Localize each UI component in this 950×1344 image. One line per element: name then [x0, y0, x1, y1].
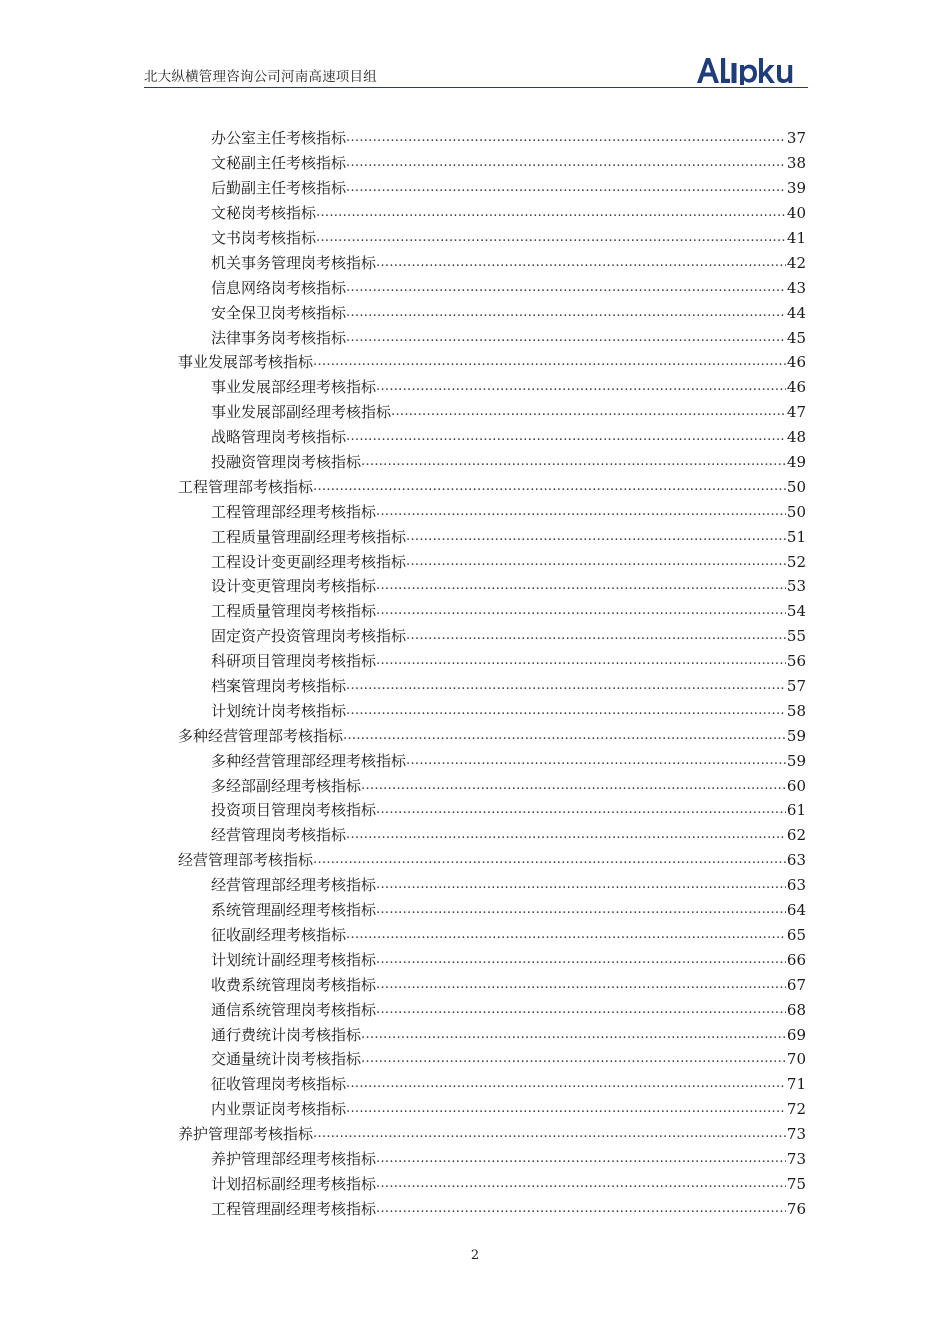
toc-dot-leader — [361, 1049, 786, 1069]
toc-dot-leader — [406, 751, 786, 771]
toc-entry-label: 法律事务岗考核指标 — [211, 328, 347, 347]
toc-dot-leader — [346, 676, 786, 696]
toc-entry-label: 经营管理部经理考核指标 — [211, 876, 377, 895]
toc-entry[interactable] — [178, 972, 806, 997]
toc-entry-page-number: 37 — [786, 129, 806, 148]
toc-entry[interactable] — [178, 873, 806, 898]
toc-entry[interactable] — [178, 773, 806, 798]
toc-entry-label: 机关事务管理岗考核指标 — [211, 253, 377, 272]
toc-entry-label: 通信系统管理岗考核指标 — [211, 1000, 377, 1019]
toc-entry-label: 投融资管理岗考核指标 — [211, 453, 362, 472]
toc-entry-label: 经营管理岗考核指标 — [211, 826, 347, 845]
toc-entry[interactable] — [178, 151, 806, 176]
toc-entry[interactable] — [178, 624, 806, 649]
toc-entry-label: 工程设计变更副经理考核指标 — [211, 552, 407, 571]
toc-dot-leader — [391, 402, 786, 422]
toc-entry-page-number: 52 — [786, 552, 806, 571]
toc-entry-label: 养护管理部经理考核指标 — [211, 1149, 377, 1168]
table-of-contents — [178, 126, 806, 1221]
toc-entry-page-number: 46 — [786, 353, 806, 372]
toc-entry[interactable] — [178, 300, 806, 325]
toc-entry-page-number: 45 — [786, 328, 806, 347]
toc-entry-page-number: 55 — [786, 627, 806, 646]
toc-entry-label: 信息网络岗考核指标 — [211, 278, 347, 297]
toc-entry[interactable] — [178, 1097, 806, 1122]
toc-entry-page-number: 76 — [786, 1199, 806, 1218]
toc-dot-leader — [361, 776, 786, 796]
toc-entry[interactable] — [178, 499, 806, 524]
toc-entry-page-number: 53 — [786, 577, 806, 596]
toc-entry-page-number: 68 — [786, 1000, 806, 1019]
toc-entry-page-number: 72 — [786, 1100, 806, 1119]
toc-entry[interactable] — [178, 250, 806, 275]
toc-entry-page-number: 43 — [786, 278, 806, 297]
toc-entry-label: 计划招标副经理考核指标 — [211, 1174, 377, 1193]
toc-entry-page-number: 51 — [786, 527, 806, 546]
toc-entry-page-number: 49 — [786, 453, 806, 472]
toc-entry-label: 征收管理岗考核指标 — [211, 1075, 347, 1094]
toc-section-entry[interactable] — [178, 350, 806, 375]
toc-entry-page-number: 64 — [786, 901, 806, 920]
toc-entry-label: 后勤副主任考核指标 — [211, 179, 347, 198]
toc-dot-leader — [376, 1199, 786, 1219]
toc-entry-page-number: 73 — [786, 1125, 806, 1144]
toc-entry-page-number: 73 — [786, 1149, 806, 1168]
toc-entry[interactable] — [178, 201, 806, 226]
toc-entry-label: 内业票证岗考核指标 — [211, 1100, 347, 1119]
toc-dot-leader — [406, 527, 786, 547]
toc-entry-label: 通行费统计岗考核指标 — [211, 1025, 362, 1044]
toc-entry[interactable] — [178, 923, 806, 948]
toc-entry[interactable] — [178, 126, 806, 151]
toc-entry-label: 事业发展部经理考核指标 — [211, 378, 377, 397]
toc-dot-leader — [406, 552, 786, 572]
toc-dot-leader — [376, 975, 786, 995]
toc-entry[interactable] — [178, 823, 806, 848]
toc-entry-page-number: 47 — [786, 403, 806, 422]
toc-entry[interactable] — [178, 1196, 806, 1221]
toc-entry-label: 养护管理部考核指标 — [178, 1125, 314, 1144]
toc-dot-leader — [376, 1149, 786, 1169]
toc-entry[interactable] — [178, 649, 806, 674]
toc-entry-label: 工程质量管理岗考核指标 — [211, 602, 377, 621]
toc-dot-leader — [313, 850, 786, 870]
toc-dot-leader — [346, 1074, 786, 1094]
header-title: 北大纵横管理咨询公司河南高速项目组 — [144, 69, 377, 85]
toc-dot-leader — [376, 950, 786, 970]
toc-entry-page-number: 38 — [786, 154, 806, 173]
toc-dot-leader — [346, 153, 786, 173]
toc-dot-leader — [361, 452, 786, 472]
toc-entry[interactable] — [178, 1047, 806, 1072]
page-header — [144, 56, 808, 88]
toc-entry-page-number: 60 — [786, 776, 806, 795]
toc-entry-label: 固定资产投资管理岗考核指标 — [211, 627, 407, 646]
toc-dot-leader — [343, 726, 786, 746]
toc-entry-page-number: 56 — [786, 652, 806, 671]
toc-entry-page-number: 46 — [786, 378, 806, 397]
toc-dot-leader — [376, 1000, 786, 1020]
toc-entry[interactable] — [178, 798, 806, 823]
toc-entry-page-number: 57 — [786, 677, 806, 696]
toc-entry-label: 投资项目管理岗考核指标 — [211, 801, 377, 820]
toc-entry-label: 工程管理副经理考核指标 — [211, 1199, 377, 1218]
toc-entry-page-number: 59 — [786, 751, 806, 770]
toc-dot-leader — [376, 601, 786, 621]
toc-entry[interactable] — [178, 549, 806, 574]
toc-entry[interactable] — [178, 748, 806, 773]
toc-dot-leader — [376, 253, 786, 273]
toc-dot-leader — [376, 900, 786, 920]
toc-entry-page-number: 62 — [786, 826, 806, 845]
toc-dot-leader — [361, 1025, 786, 1045]
toc-entry-page-number: 75 — [786, 1174, 806, 1193]
toc-entry[interactable] — [178, 1022, 806, 1047]
toc-entry[interactable] — [178, 275, 806, 300]
toc-entry-page-number: 66 — [786, 950, 806, 969]
toc-entry[interactable] — [178, 325, 806, 350]
toc-entry-page-number: 71 — [786, 1075, 806, 1094]
toc-entry-label: 多种经营管理部考核指标 — [178, 726, 344, 745]
toc-entry-page-number: 40 — [786, 204, 806, 223]
toc-entry[interactable] — [178, 997, 806, 1022]
toc-dot-leader — [376, 651, 786, 671]
toc-entry-label: 工程管理部经理考核指标 — [211, 502, 377, 521]
toc-section-entry[interactable] — [178, 848, 806, 873]
toc-entry-label: 征收副经理考核指标 — [211, 925, 347, 944]
toc-entry-page-number: 70 — [786, 1050, 806, 1069]
toc-dot-leader — [346, 427, 786, 447]
toc-entry-label: 收费系统管理岗考核指标 — [211, 975, 377, 994]
toc-dot-leader — [313, 477, 786, 497]
toc-entry-page-number: 63 — [786, 851, 806, 870]
toc-entry[interactable] — [178, 599, 806, 624]
header-rule — [144, 87, 808, 88]
toc-dot-leader — [316, 228, 786, 248]
toc-section-entry[interactable] — [178, 1122, 806, 1147]
toc-section-entry[interactable] — [178, 723, 806, 748]
toc-dot-leader — [376, 377, 786, 397]
toc-entry-label: 事业发展部考核指标 — [178, 353, 314, 372]
toc-dot-leader — [346, 825, 786, 845]
toc-entry-page-number: 61 — [786, 801, 806, 820]
toc-dot-leader — [376, 875, 786, 895]
toc-entry[interactable] — [178, 1147, 806, 1172]
toc-entry-page-number: 58 — [786, 701, 806, 720]
toc-entry-label: 计划统计副经理考核指标 — [211, 950, 377, 969]
toc-entry-label: 文秘副主任考核指标 — [211, 154, 347, 173]
toc-dot-leader — [346, 278, 786, 298]
toc-dot-leader — [406, 626, 786, 646]
toc-entry-page-number: 42 — [786, 253, 806, 272]
toc-entry[interactable] — [178, 400, 806, 425]
toc-entry-page-number: 41 — [786, 229, 806, 247]
toc-entry-label: 战略管理岗考核指标 — [211, 428, 347, 447]
toc-entry-label: 经营管理部考核指标 — [178, 851, 314, 870]
toc-dot-leader — [313, 1124, 786, 1144]
toc-entry-page-number: 69 — [786, 1025, 806, 1044]
toc-dot-leader — [346, 303, 786, 323]
toc-dot-leader — [376, 800, 786, 820]
toc-entry-label: 档案管理岗考核指标 — [211, 677, 347, 696]
toc-section-entry[interactable] — [178, 474, 806, 499]
toc-dot-leader — [346, 925, 786, 945]
toc-entry[interactable] — [178, 1072, 806, 1097]
toc-dot-leader — [346, 128, 786, 148]
toc-entry[interactable] — [178, 574, 806, 599]
toc-entry[interactable] — [178, 524, 806, 549]
toc-entry[interactable] — [178, 674, 806, 699]
toc-entry-label: 科研项目管理岗考核指标 — [211, 652, 377, 671]
toc-entry-label: 工程管理部考核指标 — [178, 477, 314, 496]
toc-entry[interactable] — [178, 176, 806, 201]
toc-dot-leader — [376, 1174, 786, 1194]
toc-entry-page-number: 65 — [786, 925, 806, 944]
toc-dot-leader — [313, 352, 786, 372]
toc-entry[interactable] — [178, 450, 806, 475]
toc-entry-page-number: 39 — [786, 179, 806, 198]
toc-dot-leader — [376, 502, 786, 522]
page-number: 2 — [470, 1248, 480, 1263]
toc-entry[interactable] — [178, 898, 806, 923]
toc-entry[interactable] — [178, 226, 806, 251]
toc-entry-label: 多种经营管理部经理考核指标 — [211, 751, 407, 770]
toc-entry-label: 文秘岗考核指标 — [211, 204, 317, 223]
toc-dot-leader — [346, 178, 786, 198]
toc-entry-page-number: 63 — [786, 876, 806, 895]
toc-entry-label: 安全保卫岗考核指标 — [211, 303, 347, 322]
toc-entry-label: 事业发展部副经理考核指标 — [211, 403, 392, 422]
toc-dot-leader — [346, 701, 786, 721]
toc-entry[interactable] — [178, 698, 806, 723]
toc-entry-label: 多经部副经理考核指标 — [211, 776, 362, 795]
toc-entry-page-number: 44 — [786, 303, 806, 322]
toc-entry-label: 设计变更管理岗考核指标 — [211, 577, 377, 596]
toc-dot-leader — [346, 328, 786, 348]
toc-dot-leader — [376, 576, 786, 596]
toc-entry-label: 文书岗考核指标 — [211, 229, 317, 247]
toc-entry[interactable] — [178, 375, 806, 400]
toc-dot-leader — [316, 203, 786, 223]
toc-entry-page-number: 59 — [786, 726, 806, 745]
toc-entry-label: 工程质量管理副经理考核指标 — [211, 527, 407, 546]
toc-entry[interactable] — [178, 947, 806, 972]
toc-entry-page-number: 50 — [786, 477, 806, 496]
toc-entry[interactable] — [178, 425, 806, 450]
toc-entry-label: 办公室主任考核指标 — [211, 129, 347, 148]
toc-entry-label: 计划统计岗考核指标 — [211, 701, 347, 720]
toc-entry-page-number: 67 — [786, 975, 806, 994]
toc-entry-label: 系统管理副经理考核指标 — [211, 901, 377, 920]
toc-entry[interactable] — [178, 1171, 806, 1196]
toc-entry-page-number: 48 — [786, 428, 806, 447]
toc-entry-page-number: 54 — [786, 602, 806, 621]
toc-entry-page-number: 50 — [786, 502, 806, 521]
toc-dot-leader — [346, 1099, 786, 1119]
company-logo — [696, 55, 808, 85]
toc-entry-label: 交通量统计岗考核指标 — [211, 1050, 362, 1069]
